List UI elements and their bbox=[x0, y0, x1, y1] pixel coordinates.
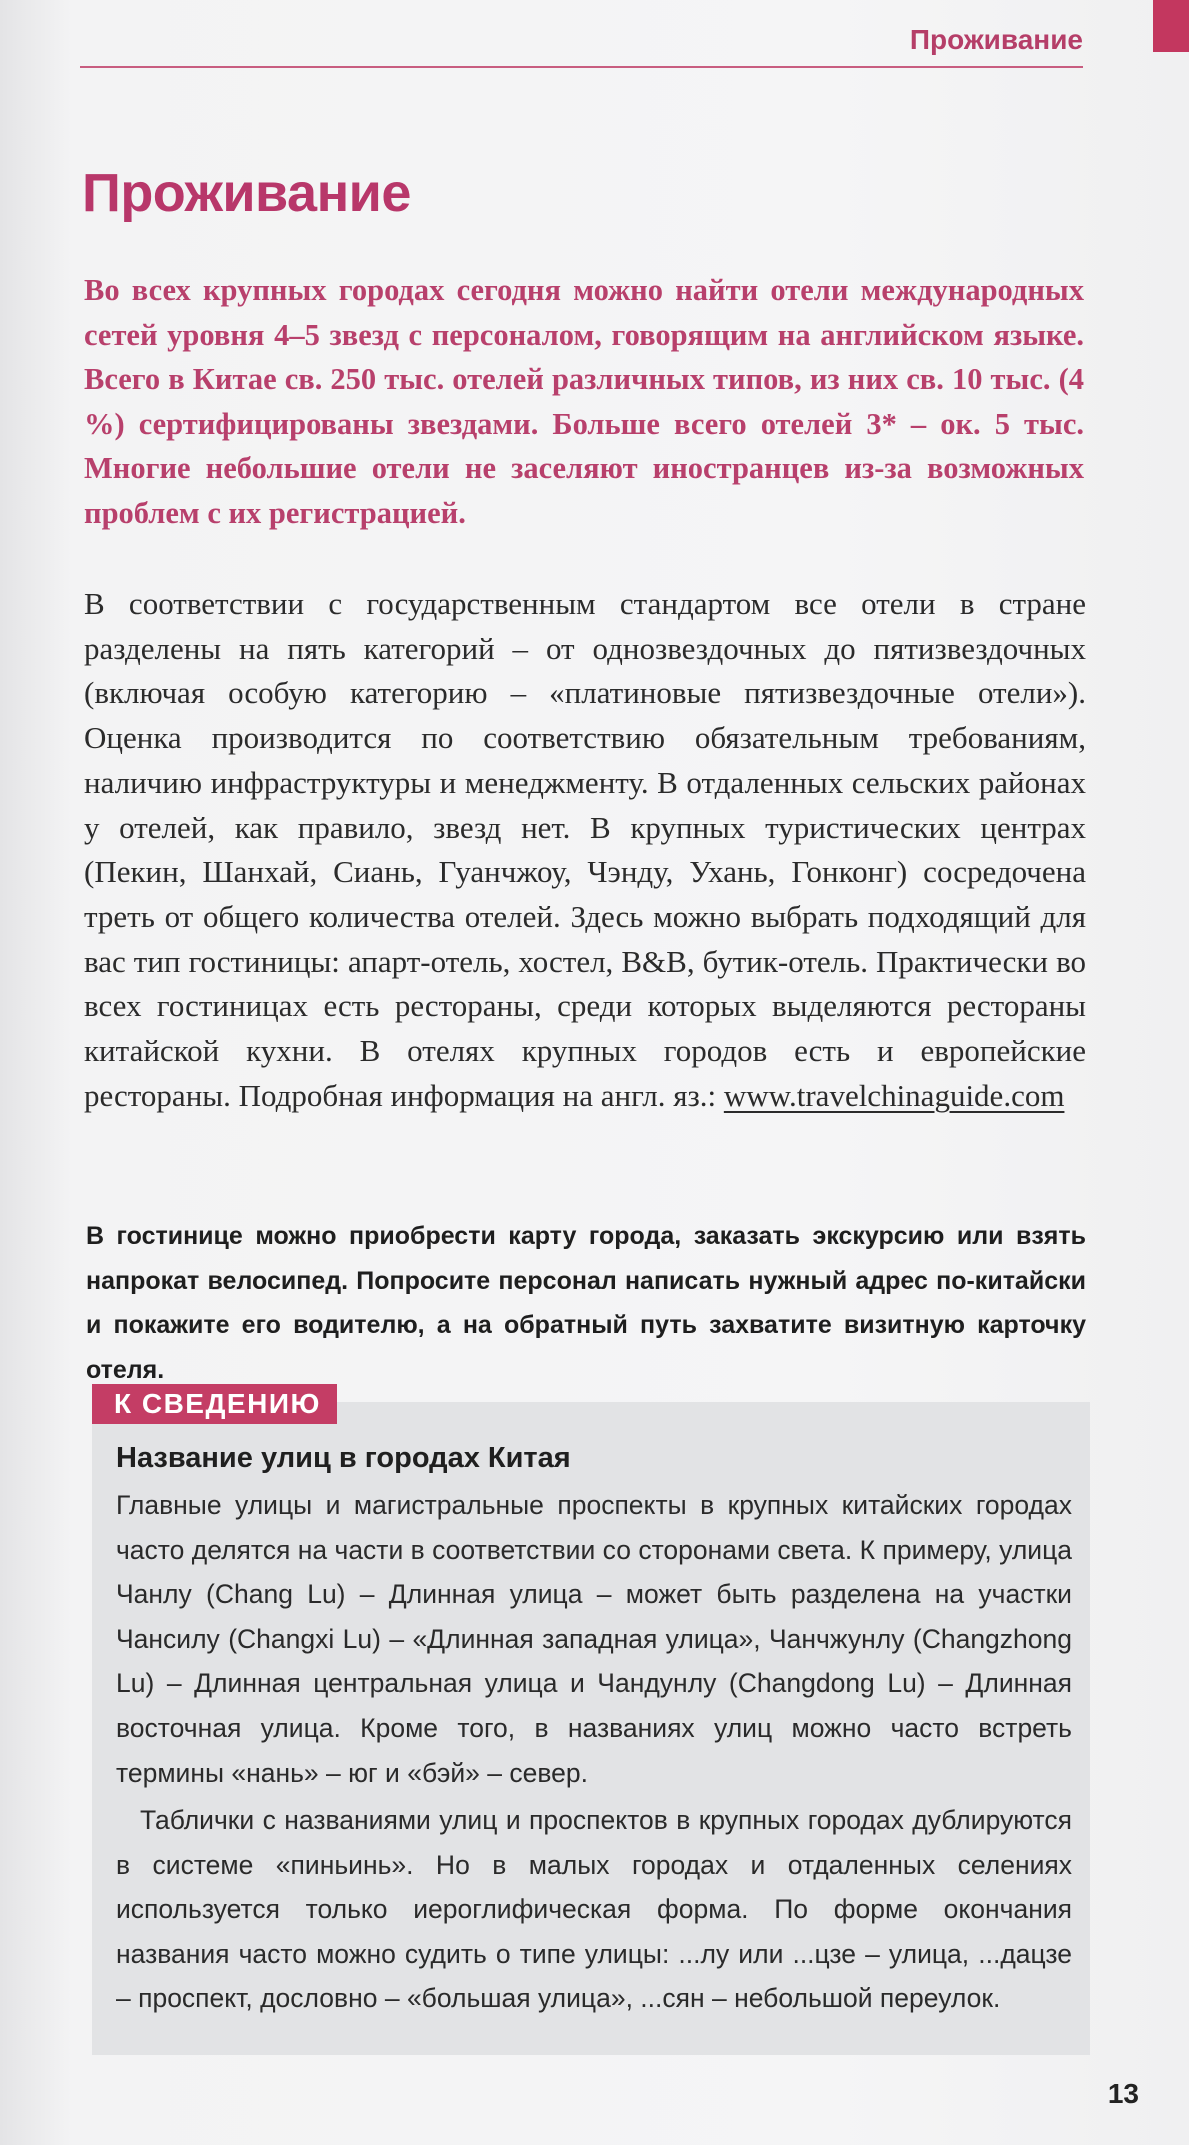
tip-paragraph: В гостинице можно приобрести карту города, заказать экскурсию или взять напрокат велосипед. Попросите персонал написать нужный адрес по-китайски и покажите его водителю, а на обратный путь захватите визитную карточку отеля. bbox=[86, 1222, 1086, 1384]
section-color-tab bbox=[1153, 0, 1189, 52]
body-paragraph bbox=[84, 582, 1086, 1118]
page-number: 13 bbox=[1107, 2078, 1139, 2109]
section-title: Проживание bbox=[82, 163, 411, 223]
info-box-title: Название улиц в городах Китая bbox=[116, 1442, 571, 1474]
info-box-paragraph: Главные улицы и магистральные проспекты в крупных китайских городах часто делятся на части в соответствии со сторонами света. К примеру, улица Чанлу (Chang Lu) – Длинная улица – может быть разделена на участки Чансилу (Changxi Lu) – «Длинная западная улица», Чанчжунлу (Changzhong Lu) – Длинная центральная улица и Чандунлу (Changdong Lu) – Длинная восточная улица. Кроме того, в названиях улиц можно часто встреть термины «нань» – юг и «бэй» – север. bbox=[116, 1490, 1072, 1788]
body-paragraph-text: В соответствии с государственным стандартом все отели в стране разделены на пять категорий – от однозвездочных до пятизвездочных (включая особую категорию – «платиновые пятизвездочные отели»). Оценка производится по соответствию обязательным требованиям, наличию инфраструктуры и менеджменту. В отдаленных сельских районах у отелей, как правило, звезд нет. В крупных туристических центрах (Пекин, Шанхай, Сиань, Гуанчжоу, Чэнду, Ухань, Гонконг) сосредочена треть от общего количества отелей. Здесь можно выбрать подходящий для вас тип гостиницы: апарт-отель, хостел, B&B, бутик-отель. Практически во всех гостиницах есть рестораны, среди которых выделяются рестораны китайской кухни. В отелях крупных городов есть и европейские рестораны. Подробная информация на англ. яз.: bbox=[84, 586, 1086, 1113]
lead-paragraph: Во всех крупных городах сегодня можно найти отели международных сетей уровня 4–5 звезд с персоналом, говорящим на английском языке. Всего в Китае св. 250 тыс. отелей различных типов, из них св. 10 тыс. (4 %) сертифицированы звездами. Больше всего отелей 3* – ок. 5 тыс. Многие небольшие отели не заселяют иностранцев из-за возможных проблем с их регистрацией. bbox=[84, 273, 1084, 530]
running-header-title: Проживание bbox=[909, 24, 1083, 55]
travelchinaguide-link[interactable]: www.travelchinaguide.com bbox=[723, 1077, 1065, 1113]
info-box-paragraph: Таблички с названиями улиц и проспектов в крупных городах дублируются в системе «пиньинь». Но в малых городах и отдаленных селениях используется только иероглифическая форма. По форме окончания названия часто можно судить о типе улицы: ...лу или ...цзе – улица, ...дацзе – проспект, дословно – «большая улица», ...сян – небольшой переулок. bbox=[116, 1805, 1072, 2014]
info-box-label: К СВЕДЕНИЮ bbox=[92, 1384, 337, 1424]
running-header bbox=[80, 22, 1083, 68]
